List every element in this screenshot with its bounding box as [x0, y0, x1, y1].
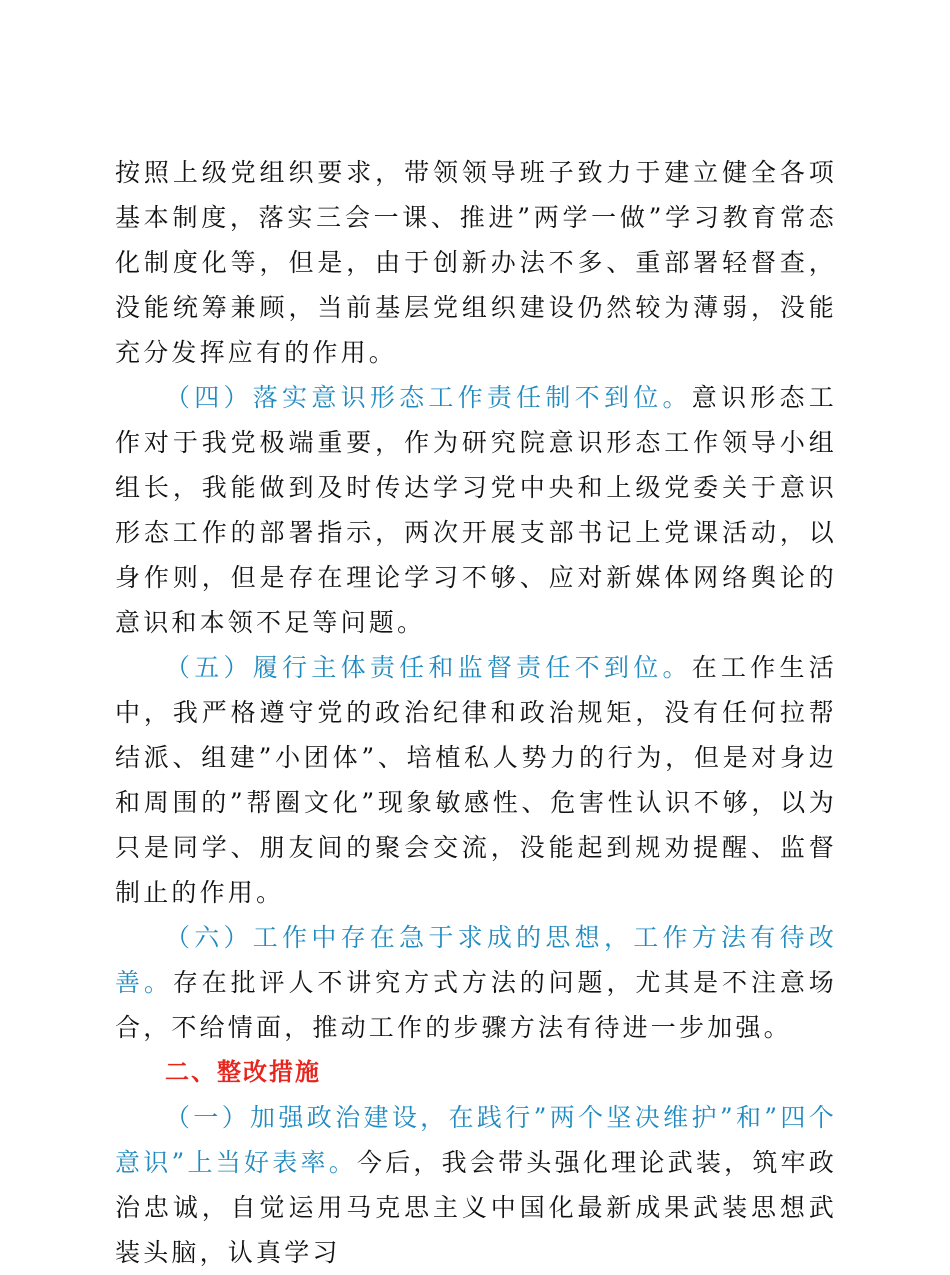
paragraph-party-building — [115, 150, 837, 375]
document-page — [115, 150, 837, 1275]
paragraph-text: 意识形态工作对于我党极端重要，作为研究院意识形态工作领导小组组长，我能做到及时传达学习党中央和上级党委关于意识形态工作的部署指示，两次开展支部书记上党课活动，以身作则，但是存在理论学习不够、应对新媒体网络舆论的意识和本领不足等问题。 — [115, 383, 837, 637]
paragraph-political-building — [115, 1095, 837, 1275]
section-lead: （一）加强政治建设，在践行”两个坚决维护”和”四个意识”上当好表率。 — [115, 1103, 837, 1177]
paragraph-ideology — [115, 375, 837, 645]
section-lead: （五）履行主体责任和监督责任不到位。 — [165, 653, 692, 682]
section-lead: （六）工作中存在急于求成的思想，工作方法有待改善。 — [115, 923, 837, 997]
paragraph-text: 按照上级党组织要求，带领领导班子致力于建立健全各项基本制度，落实三会一课、推进”两学一做”学习教育常态化制度化等，但是，由于创新办法不多、重部署轻督查，没能统筹兼顾，当前基层党组织建设仍然较为薄弱，没能充分发挥应有的作用。 — [115, 158, 837, 367]
paragraph-text: 在工作生活中，我严格遵守党的政治纪律和政治规矩，没有任何拉帮结派、组建”小团体”、培植私人势力的行为，但是对身边和周围的”帮圈文化”现象敏感性、危害性认识不够，以为只是同学、朋友间的聚会交流，没能起到规劝提醒、监督制止的作用。 — [115, 653, 837, 907]
paragraph-work-method — [115, 915, 837, 1050]
section-heading: 二、整改措施 — [165, 1058, 321, 1086]
section-lead: （四）落实意识形态工作责任制不到位。 — [165, 383, 692, 412]
paragraph-text: 存在批评人不讲究方式方法的问题，尤其是不注意场合，不给情面，推动工作的步骤方法有待进一步加强。 — [115, 968, 837, 1042]
paragraph-responsibility — [115, 645, 837, 915]
paragraph-text: 今后，我会带头强化理论武装，筑牢政治忠诚，自觉运用马克思主义中国化最新成果武装思想武装头脑，认真学习 — [115, 1148, 837, 1267]
